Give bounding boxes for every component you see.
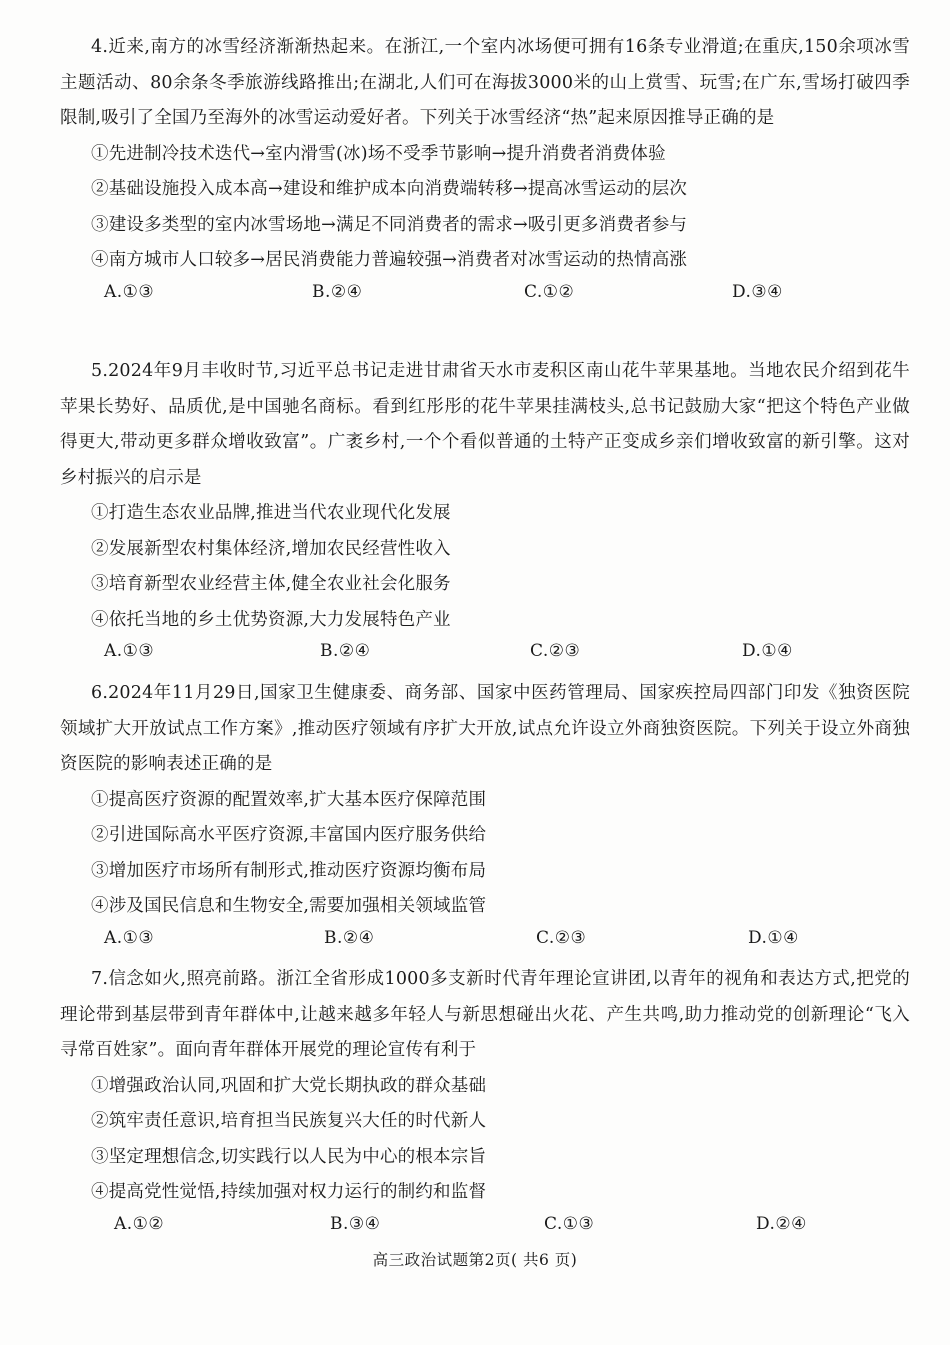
statement-2: ②引进国际高水平医疗资源,丰富国内医疗服务供给 [91, 825, 487, 845]
statement-3: ③增加医疗市场所有制形式,推动医疗资源均衡布局 [91, 860, 487, 881]
statement-4: ④南方城市人口较多→居民消费能力普遍较强→消费者对冰雪运动的热情高涨 [91, 250, 688, 270]
statement-1: ①提高医疗资源的配置效率,扩大基本医疗保障范围 [91, 789, 487, 810]
statement-3: ③坚定理想信念,切实践行以人民为中心的根本宗旨 [91, 1146, 487, 1167]
statement-list [60, 496, 910, 638]
question-stem: 5.2024年9月丰收时节,习近平总书记走进甘肃省天水市麦积区南山花牛苹果基地。当地农民介绍到花牛苹果长势好、品质优,是中国驰名商标。看到红彤彤的花牛苹果挂满枝头,总书记鼓励大家“把这个特色产业做得更大,带动更多群众增收致富”。广袤乡村,一个个看似普通的土特产正变成乡亲们增收致富的新引擎。这对乡村振兴的启示是 [60, 361, 910, 488]
choice-c: C.②③ [536, 927, 587, 948]
question-4 [60, 30, 910, 313]
choice-b: B.②④ [320, 641, 371, 661]
choice-c: C.①② [524, 281, 575, 302]
statement-2: ②筑牢责任意识,培育担当民族复兴大任的时代新人 [91, 1111, 487, 1131]
choice-a: A.①③ [104, 281, 155, 302]
choice-a: A.①② [114, 1213, 165, 1234]
statement-1: ①打造生态农业品牌,推进当代农业现代化发展 [91, 503, 451, 523]
choice-d: D.①④ [748, 927, 799, 948]
choice-a: A.①③ [104, 641, 155, 661]
statement-2: ②发展新型农村集体经济,增加农民经营性收入 [91, 538, 451, 559]
choice-c: C.①③ [544, 1213, 595, 1234]
choice-d: D.②④ [756, 1213, 807, 1234]
choice-b: B.③④ [330, 1213, 381, 1234]
choice-c: C.②③ [530, 641, 581, 661]
statement-4: ④提高党性觉悟,持续加强对权力运行的制约和监督 [91, 1182, 487, 1202]
answer-choices [60, 638, 910, 672]
statement-3: ③培育新型农业经营主体,健全农业社会化服务 [91, 574, 451, 594]
answer-choices [60, 925, 910, 959]
answer-choices [60, 1211, 910, 1245]
choice-d: D.③④ [732, 281, 783, 302]
question-stem: 4.近来,南方的冰雪经济渐渐热起来。在浙江,一个室内冰场便可拥有16条专业滑道;在重庆,150余项冰雪主题活动、80余条冬季旅游线路推出;在湖北,人们可在海拔3000米的山上赏雪、玩雪;在广东,雪场打破四季限制,吸引了全国乃至海外的冰雪运动爱好者。下列关于冰雪经济“热”起来原因推导正确的是 [60, 37, 910, 128]
choice-b: B.②④ [312, 281, 363, 302]
choice-a: A.①③ [104, 927, 155, 948]
statement-3: ③建设多类型的室内冰雪场地→满足不同消费者的需求→吸引更多消费者参与 [91, 214, 688, 235]
statement-4: ④涉及国民信息和生物安全,需要加强相关领域监管 [91, 896, 487, 916]
choice-b: B.②④ [324, 927, 375, 948]
statement-list [60, 137, 910, 279]
question-6 [60, 676, 910, 959]
question-7 [60, 962, 910, 1245]
question-stem: 6.2024年11月29日,国家卫生健康委、商务部、国家中医药管理局、国家疾控局四部门印发《独资医院领域扩大开放试点工作方案》,推动医疗领域有序扩大开放,试点允许设立外商独资医院。下列关于设立外商独资医院的影响表述正确的是 [60, 683, 910, 774]
statement-list [60, 783, 910, 925]
answer-choices [60, 279, 910, 313]
question-5 [60, 354, 910, 672]
question-stem: 7.信念如火,照亮前路。浙江全省形成1000多支新时代青年理论宣讲团,以青年的视角和表达方式,把党的理论带到基层带到青年群体中,让越来越多年轻人与新思想碰出火花、产生共鸣,助力推动党的创新理论“飞入寻常百姓家”。面向青年群体开展党的理论宣传有利于 [60, 969, 910, 1060]
statement-1: ①增强政治认同,巩固和扩大党长期执政的群众基础 [91, 1075, 487, 1096]
statement-4: ④依托当地的乡土优势资源,大力发展特色产业 [91, 609, 451, 630]
statement-2: ②基础设施投入成本高→建设和维护成本向消费端转移→提高冰雪运动的层次 [91, 179, 688, 199]
statement-1: ①先进制冷技术迭代→室内滑雪(冰)场不受季节影响→提升消费者消费体验 [91, 143, 666, 164]
choice-d: D.①④ [742, 641, 793, 661]
page-footer: 高三政治试题第2页( 共6 页) [372, 1251, 578, 1269]
statement-list [60, 1069, 910, 1211]
